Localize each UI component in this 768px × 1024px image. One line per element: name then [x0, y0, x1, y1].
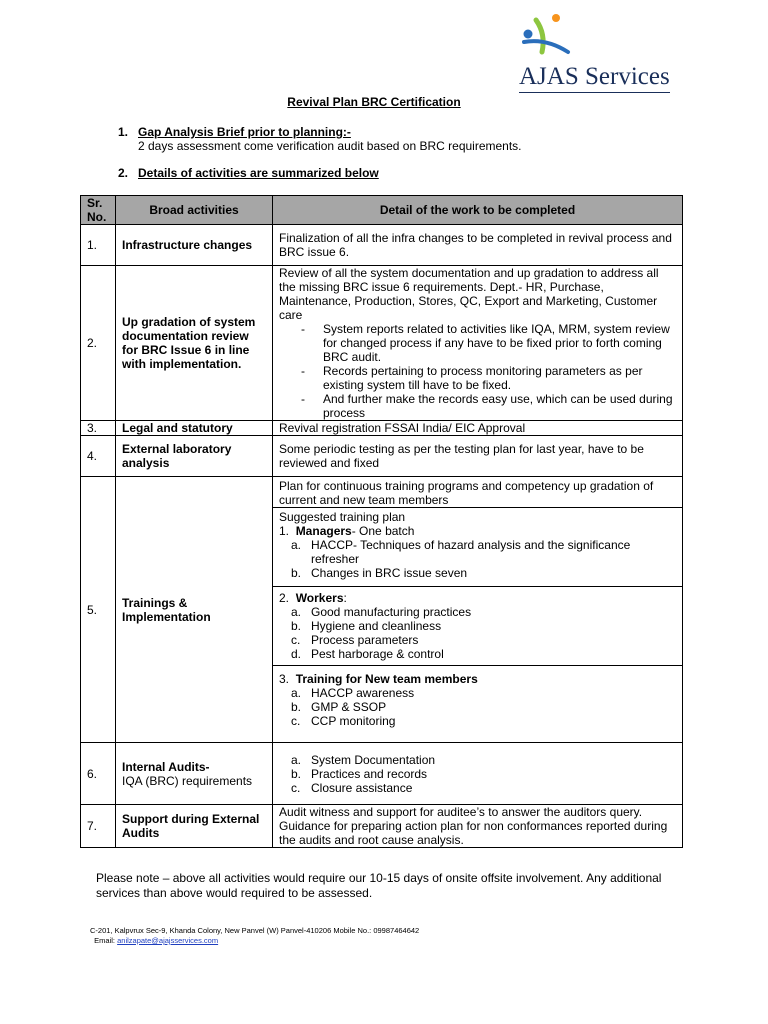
row-sr: 2.	[81, 266, 116, 421]
point-details	[118, 166, 379, 180]
footer-email-link[interactable]: anilzapate@ajajsservices.com	[117, 936, 219, 945]
training-group-new-members	[273, 666, 682, 742]
list-marker: b.	[291, 619, 302, 633]
group-number: 2.	[279, 591, 290, 605]
list-marker: a.	[291, 605, 302, 619]
list-item: - And further make the records easy use, which can be used during process	[301, 392, 673, 420]
training-group-managers	[273, 508, 682, 587]
point-gap-analysis	[118, 125, 522, 153]
list-item-text: System reports related to activities like IQA, MRM, system review for changed process if any have to be fixed prior to forth coming BRC audit.	[323, 322, 670, 364]
row-activity-title: Internal Audits-	[122, 759, 210, 774]
row-sr: 1.	[81, 225, 116, 266]
row-activity-sub: IQA (BRC) requirements	[122, 773, 253, 788]
list-marker: b.	[291, 700, 302, 714]
group-suffix: - One batch	[351, 524, 415, 538]
footer	[90, 926, 419, 946]
table-row	[81, 436, 683, 477]
header-sr-no: Sr. No.	[81, 196, 116, 225]
list-item-text: HACCP- Techniques of hazard analysis and the significance refresher	[311, 538, 631, 566]
list-marker: c.	[291, 633, 301, 647]
training-group-workers	[273, 587, 682, 666]
list-item-text: And further make the records easy use, which can be used during process	[323, 392, 673, 420]
row-detail	[273, 266, 683, 421]
training-plan-label: Suggested training plan	[279, 510, 406, 524]
footer-address: C-201, Kalpvrux Sec-9, Khanda Colony, New Panvel (W) Panvel-410206 Mobile No.: 09987464642	[90, 926, 420, 935]
list-marker: a.	[291, 538, 302, 552]
group-number: 3.	[279, 672, 290, 686]
list-item: - Records pertaining to process monitoring parameters as per existing system till have to be fixed.	[301, 364, 643, 392]
row-activity	[116, 743, 273, 805]
row-detail: Revival registration FSSAI India/ EIC Approval	[273, 421, 683, 436]
list-item	[279, 619, 676, 633]
activities-table	[80, 195, 683, 848]
list-item	[279, 767, 676, 781]
row-activity: External laboratory analysis	[116, 436, 273, 477]
list-item-text: Closure assistance	[311, 780, 413, 795]
closing-note: Please note – above all activities would require our 10-15 days of onsite offsite involvement. Any additional services than above would required to be assessed.	[96, 871, 662, 900]
list-item-text: Process parameters	[311, 633, 419, 647]
row-sr: 6.	[81, 743, 116, 805]
point-heading: Details of activities are summarized below	[138, 166, 379, 180]
list-item	[279, 753, 676, 767]
point-text: 2 days assessment come verification audit based on BRC requirements.	[138, 139, 522, 153]
table-header-row	[81, 196, 683, 225]
list-item-text: Changes in BRC issue seven	[311, 566, 468, 580]
list-item	[279, 566, 676, 580]
list-item	[279, 686, 676, 700]
group-name: Training for New team members	[295, 672, 478, 686]
list-marker: d.	[291, 647, 302, 661]
group-item-list	[279, 538, 676, 580]
row-activity: Up gradation of system documentation review for BRC Issue 6 in line with implementation.	[116, 266, 273, 421]
table-row	[81, 266, 683, 421]
row-sr: 3.	[81, 421, 116, 436]
list-item-text: Good manufacturing practices	[311, 605, 472, 619]
list-marker: c.	[291, 714, 301, 728]
table-row	[81, 421, 683, 436]
group-suffix: :	[343, 591, 347, 605]
group-name: Managers	[295, 524, 352, 538]
list-item-text: Pest harborage & control	[311, 647, 444, 661]
list-marker: b.	[291, 766, 302, 781]
row-detail: Finalization of all the infra changes to be completed in revival process and BRC issue 6.	[273, 225, 683, 266]
list-marker: a.	[291, 686, 302, 700]
list-item	[279, 647, 676, 661]
list-item	[279, 714, 676, 728]
list-item-text: System Documentation	[311, 752, 436, 767]
list-marker: a.	[291, 752, 302, 767]
list-marker: b.	[291, 566, 302, 580]
detail-bullet-list	[279, 322, 676, 420]
list-item	[279, 781, 676, 795]
row-sr: 7.	[81, 805, 116, 848]
list-item	[279, 700, 676, 714]
table-row	[81, 805, 683, 848]
training-intro: Plan for continuous training programs and competency up gradation of current and new team members	[273, 477, 682, 508]
row-detail	[273, 477, 683, 743]
row-activity: Infrastructure changes	[116, 225, 273, 266]
header-detail: Detail of the work to be completed	[273, 196, 683, 225]
group-item-list	[279, 686, 676, 728]
row-sr: 5.	[81, 477, 116, 743]
header-broad-activities: Broad activities	[116, 196, 273, 225]
row-activity: Legal and statutory	[116, 421, 273, 436]
row-activity: Support during External Audits	[116, 805, 273, 848]
list-item-text: HACCP awareness	[311, 686, 415, 700]
point-number: 2.	[118, 166, 129, 180]
table-row	[81, 743, 683, 805]
row-detail: Audit witness and support for auditee’s to answer the auditors query. Guidance for preparing action plan for non conformances reported during the audits and root cause analysis.	[273, 805, 683, 848]
list-item: - System reports related to activities like IQA, MRM, system review for changed process if any have to be fixed prior to forth coming BRC audit.	[301, 322, 670, 364]
list-item	[279, 538, 676, 566]
group-number: 1.	[279, 524, 290, 538]
list-item-text: Records pertaining to process monitoring parameters as per existing system till have to be fixed.	[323, 364, 643, 392]
row-sr: 4.	[81, 436, 116, 477]
table-row	[81, 225, 683, 266]
table-row	[81, 477, 683, 743]
audit-item-list	[279, 753, 676, 795]
logo-figure-icon	[516, 12, 586, 62]
list-item	[279, 633, 676, 647]
list-item-text: Hygiene and cleanliness	[311, 619, 442, 633]
row-activity: Trainings & Implementation	[116, 477, 273, 743]
group-item-list	[279, 605, 676, 661]
list-item	[279, 605, 676, 619]
point-heading: Gap Analysis Brief prior to planning:-	[138, 125, 351, 139]
brand-name: AJAS Services	[519, 63, 670, 93]
row-detail	[273, 743, 683, 805]
list-item-text: GMP & SSOP	[311, 700, 387, 714]
list-item-text: Practices and records	[311, 766, 428, 781]
footer-email-label: Email:	[94, 936, 116, 945]
document-title: Revival Plan BRC Certification	[287, 95, 461, 109]
group-name: Workers	[295, 591, 344, 605]
list-item-text: CCP monitoring	[311, 714, 396, 728]
point-number: 1.	[118, 125, 129, 139]
list-marker: c.	[291, 780, 301, 795]
row-detail-text: Review of all the system documentation and up gradation to address all the missing BRC issue 6 requirements. Dept.- HR, Purchase, Maintenance, Production, Stores, QC, Export and Marketing, Customer care	[279, 266, 659, 322]
row-detail: Some periodic testing as per the testing plan for last year, have to be reviewed and fixed	[273, 436, 683, 477]
